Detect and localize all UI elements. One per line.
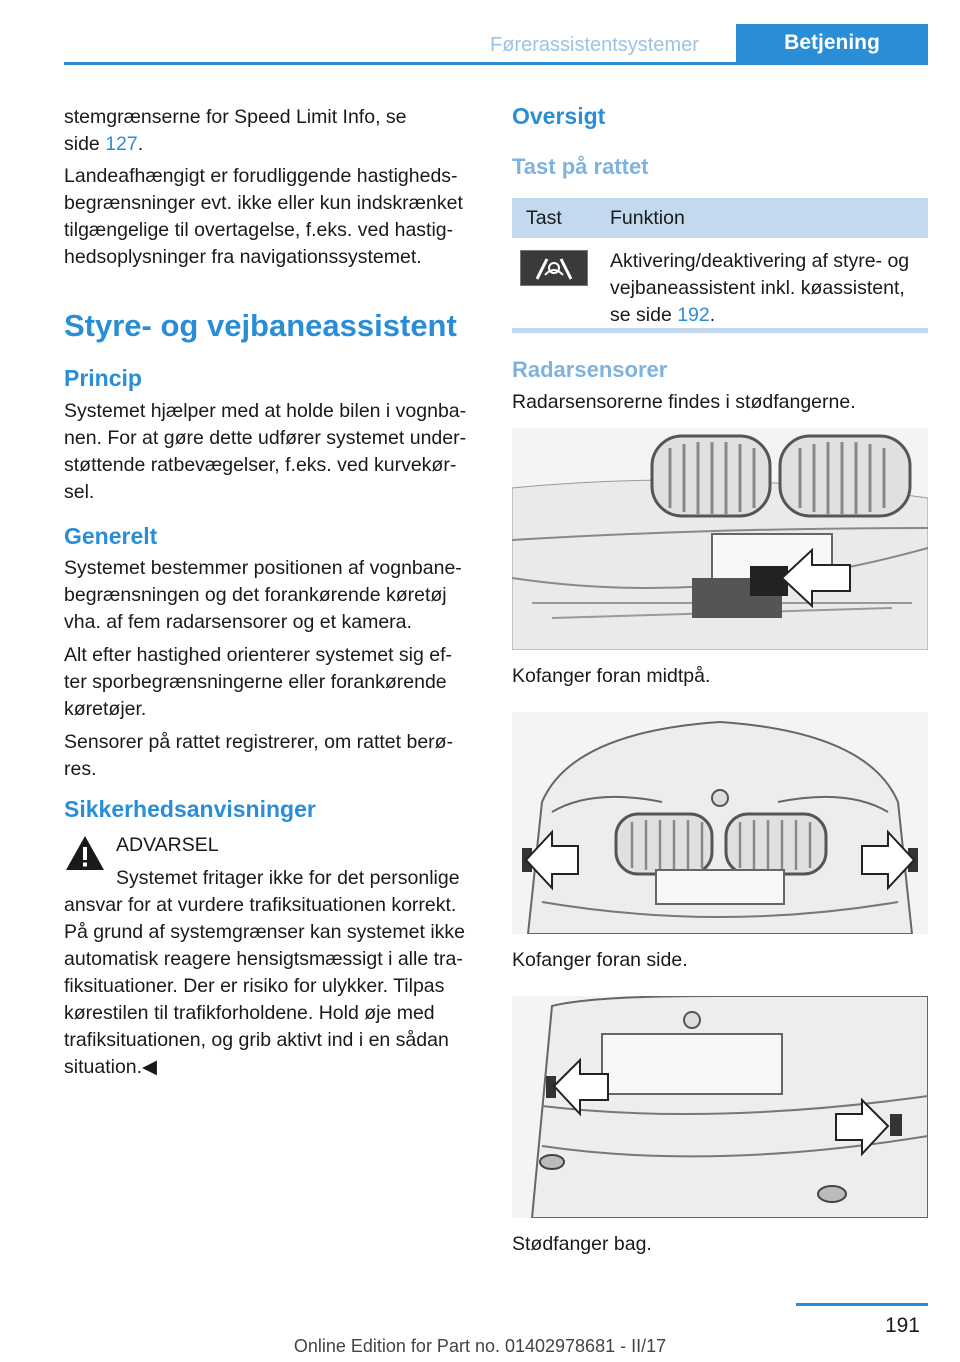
footer-rule (796, 1303, 928, 1306)
text-line: Systemet bestemmer positionen af vognbane- (64, 557, 462, 579)
text-line: Alt efter hastighed orienterer systemet sig ef- (64, 644, 453, 666)
heading-safety: Sikkerhedsanvisninger (64, 796, 316, 822)
paragraph-principle (64, 398, 480, 506)
table-row (512, 238, 928, 329)
text-line: Landeafhængigt er forudliggende hastigheds- (64, 165, 458, 187)
page-number: 191 (884, 1314, 920, 1337)
text-line: sel. (64, 481, 95, 503)
text-line: støttende ratbevægelser, f.eks. ved kurvekør- (64, 454, 457, 476)
text-line: begrænsninger evt. ikke eller kun indskrænket (64, 192, 463, 214)
warning-icon (64, 834, 106, 872)
key-table (512, 198, 928, 329)
text-line: vejbaneassistent inkl. køassistent, (610, 277, 905, 299)
warning-text (64, 892, 480, 1081)
heading-principle: Princip (64, 365, 142, 391)
column-header-key: Tast (512, 198, 596, 238)
table-bottom-rule (512, 328, 928, 333)
text-line: ansvar for at vurdere trafiksituationen korrekt. (64, 894, 457, 916)
heading-general: Generelt (64, 523, 158, 549)
text-line: ter sporbegrænsningerne eller forankørende (64, 671, 447, 693)
paragraph-general-3 (64, 729, 480, 783)
caption-rear: Stødfanger bag. (512, 1233, 652, 1255)
text-line: Sensorer på rattet registrerer, om rattet berø- (64, 731, 454, 753)
page-link-127[interactable]: 127 (105, 133, 138, 155)
text-line: kørestilen til trafikforholdene. Hold øje med (64, 1002, 435, 1024)
warning-title: ADVARSEL (116, 834, 219, 856)
text-line: situation.◀ (64, 1056, 158, 1078)
text-line: res. (64, 758, 97, 780)
text-line: vha. af fem radarsensorer og et kamera. (64, 611, 412, 633)
section-title: Styre- og vejbaneassistent (64, 308, 457, 343)
warning-first-line (116, 865, 480, 892)
figure-front-center (512, 428, 928, 650)
text-line: se side (610, 304, 678, 326)
paragraph-intro (64, 104, 480, 158)
header-section-title: Førerassistentsystemer (490, 34, 699, 56)
lane-assist-key-icon (520, 250, 588, 286)
column-header-function: Funktion (596, 198, 928, 238)
text-line: På grund af systemgrænser kan systemet ikke (64, 921, 465, 943)
text-line: Systemet hjælper med at holde bilen i vognba- (64, 400, 467, 422)
paragraph-general-1 (64, 555, 480, 636)
page-link-192[interactable]: 192 (677, 304, 710, 326)
general-body (64, 555, 480, 783)
text-line: tilgængelige til overtagelse, f.eks. ved hastig- (64, 219, 454, 241)
heading-radar-sensors: Radarsensorer (512, 357, 668, 382)
caption-front-center: Kofanger foran midtpå. (512, 665, 711, 687)
heading-overview: Oversigt (512, 103, 606, 129)
intro-line-1: stemgrænserne for Speed Limit Info, se (64, 106, 407, 128)
radar-text: Radarsensorerne findes i stødfangerne. (512, 391, 856, 413)
figure-rear (512, 996, 928, 1218)
text-line: køretøjer. (64, 698, 147, 720)
text-line: automatisk reagere hensigtsmæssigt i alle tra- (64, 948, 463, 970)
key-cell (512, 238, 596, 329)
intro-period: . (137, 133, 144, 155)
heading-key-on-wheel: Tast på rattet (512, 154, 649, 179)
text-line: Aktivering/deaktivering af styre- og (610, 250, 910, 272)
text-line: begrænsningen og det forankørende køretøj (64, 584, 447, 606)
period: . (709, 304, 716, 326)
paragraph-general-2 (64, 642, 480, 723)
table-header-row (512, 198, 928, 238)
figure-front-sides (512, 712, 928, 934)
left-column (64, 104, 480, 271)
edition-note: Online Edition for Part no. 01402978681 - II/17 (293, 1336, 667, 1356)
function-cell (596, 238, 928, 329)
paragraph-country (64, 163, 480, 271)
text-line: nen. For at gøre dette udfører systemet under- (64, 427, 467, 449)
text-line: Systemet fritager ikke for det personlige (116, 867, 460, 889)
caption-front-sides: Kofanger foran side. (512, 949, 688, 971)
text-line: trafiksituationen, og grib aktivt ind i en sådan (64, 1029, 449, 1051)
text-line: fiksituationer. Der er risiko for ulykker. Tilpas (64, 975, 445, 997)
intro-line-2: side (64, 133, 106, 155)
header-rule (64, 62, 928, 65)
text-line: hedsoplysninger fra navigationssystemet. (64, 246, 422, 268)
header-chapter-tab[interactable]: Betjening (736, 24, 928, 62)
